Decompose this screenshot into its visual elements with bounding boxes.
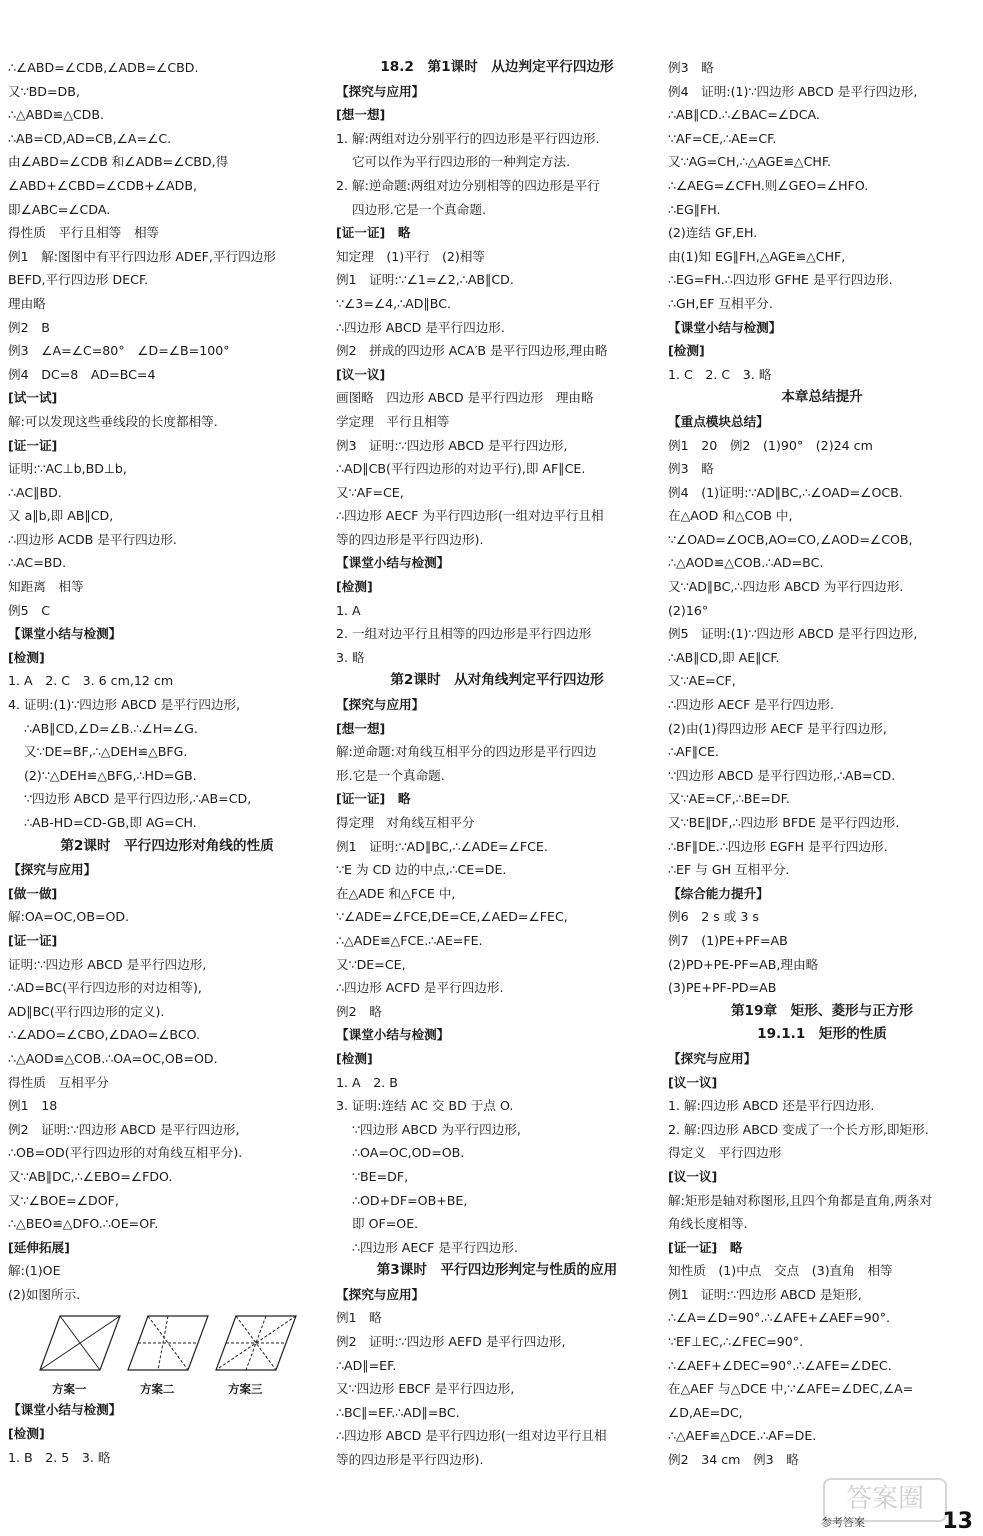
answer-line: 又∵∠BOE=∠DOF, [8,1192,119,1208]
answer-line: ∴四边形 ABCD 是平行四边形(一组对边平行且相 [336,1428,607,1444]
scheme-caption: 方案三 [228,1382,263,1397]
answer-line: ∴∠AEF+∠DEC=90°.∴∠AFE=∠DEC. [668,1357,892,1373]
answer-line: 四边形.它是一个真命题. [352,201,486,217]
answer-line: ∴△ABD≌△CDB. [8,107,105,123]
answer-line: ∴∠ABD=∠CDB,∠ADB=∠CBD. [8,60,199,75]
answer-line: (2)PD+PE-PF=AB,理由略 [668,956,819,972]
answer-line: ∵∠ADE=∠FCE,DE=CE,∠AED=∠FEC, [336,909,568,925]
answer-line: 等的四边形是平行四边形). [336,531,484,547]
answer-line: 例1 证明:∵AD∥BC,∴∠ADE=∠FCE. [336,838,548,854]
answer-line: 例4 (1)证明:∵AD∥BC,∴∠OAD=∠OCB. [668,484,903,500]
section-label: [议一议] [336,366,386,382]
answer-line: 它可以作为平行四边形的一种判定方法. [352,154,571,170]
schemes-drawing [38,1310,308,1376]
answer-line: 例1 略 [336,1310,382,1326]
answer-line: 3. 证明:连结 AC 交 BD 于点 O. [336,1098,514,1114]
answer-line: 解:可以发现这些垂线段的长度都相等. [8,413,218,429]
answer-line: ∴∠A=∠D=90°.∴∠AFE+∠AEF=90°. [668,1310,890,1326]
answer-line: ∴EF 与 GH 互相平分. [668,862,790,878]
scheme-caption: 方案二 [140,1382,175,1397]
answer-line: ∠D,AE=DC, [668,1404,743,1420]
section-label: 【探究与应用】 [668,1050,757,1066]
answer-line: 又∵BE∥DF,∴四边形 BFDE 是平行四边形. [668,815,900,830]
answer-line: 又∵DE=CE, [336,956,406,972]
answer-line: 例3 ∠A=∠C=80° ∠D=∠B=100° [8,343,230,359]
section-label: [试一试] [8,390,58,406]
answer-line: ∴∠ADO=∠CBO,∠DAO=∠BCO. [8,1027,201,1043]
answer-line: ∴AB∥CD.∴∠BAC=∠DCA. [668,107,820,123]
page-number: 13 [942,1509,973,1534]
section-label: [证一证] 略 [336,791,411,807]
answer-line: 例3 证明:∵四边形 ABCD 是平行四边形, [336,437,568,453]
answer-line: 学定理 平行且相等 [336,413,450,429]
answer-line: 例1 18 [8,1098,58,1114]
answer-line: ∴四边形 ABCD 是平行四边形. [336,319,505,335]
section-label: 【课堂小结与检测】 [8,626,122,642]
answer-line: 例2 证明:∵四边形 AEFD 是平行四边形, [336,1334,566,1350]
answer-line: 例4 DC=8 AD=BC=4 [8,366,156,382]
answer-line: 由(1)知 EG∥FH,△AGE≌△CHF, [668,248,846,264]
answer-line: ∴AB-HD=CD-GB,即 AG=CH. [24,815,197,830]
answer-line: 又∵BD=DB, [8,83,80,99]
answer-line: ∴四边形 AECF 是平行四边形. [668,697,834,713]
answer-line: 例6 2 s 或 3 s [668,909,759,925]
section-label: [议一议] [668,1168,718,1184]
section-label: [证一证] 略 [668,1239,743,1255]
answer-line: 1. 解:四边形 ABCD 还是平行四边形. [668,1098,875,1114]
answer-line: ∴△AOD≌△COB.∴OA=OC,OB=OD. [8,1050,218,1066]
scheme-diagram [216,1316,296,1370]
section-label: 【重点模块总结】 [668,413,769,429]
section-label: 【课堂小结与检测】 [668,319,782,335]
answer-line: ∴△AOD≌△COB.∴AD=BC. [668,555,824,571]
answer-line: ∴OA=OC,OD=OB. [352,1145,465,1161]
answer-line: 1. B 2. 5 3. 略 [8,1449,111,1465]
answer-line: 即∠ABC=∠CDA. [8,201,111,217]
answer-line: 证明:∵AC⊥b,BD⊥b, [8,461,127,477]
answer-line: ∴BC∥=EF.∴AD∥=BC. [336,1404,460,1420]
answer-line: ∴△BEO≌△DFO.∴OE=OF. [8,1216,159,1232]
section-label: 【课堂小结与检测】 [336,555,450,571]
section-label: [想一想] [336,107,386,123]
answer-line: 例2 B [8,319,50,335]
answer-line: 例7 (1)PE+PF=AB [668,932,788,948]
section-label: [证一证] [8,437,58,453]
answer-line: 得性质 平行且相等 相等 [8,225,160,241]
answer-line: 例4 证明:(1)∵四边形 ABCD 是平行四边形, [668,83,918,99]
answer-line: 2. 解:逆命题:两组对边分别相等的四边形是平行 [336,177,600,193]
answer-line: 例5 C [8,602,50,618]
answer-line: ∵E 为 CD 边的中点,∴CE=DE. [336,862,507,878]
answer-line: (2)连结 GF,EH. [668,225,758,241]
section-label: 【综合能力提升】 [668,885,769,901]
answer-line: ∴四边形 AECF 为平行四边形(一组对边平行且相 [336,508,604,524]
section-label: 【探究与应用】 [336,697,425,713]
answer-line: ∴AF∥CE. [668,744,719,760]
answer-line: 又∵AD∥BC,∴四边形 ABCD 为平行四边形. [668,579,904,595]
answer-line: ∴四边形 ACFD 是平行四边形. [336,980,504,996]
answer-line: ∴OD+DF=OB+BE, [352,1192,468,1208]
answer-line: 由∠ABD=∠CDB 和∠ADB=∠CBD,得 [8,154,229,170]
answer-line: 又∵AE=CF, [668,673,736,689]
section-label: [检测] [8,649,45,665]
answer-line: ∴GH,EF 互相平分. [668,295,773,311]
answer-line: (2)∵△DEH≌△BFG,∴HD=GB. [24,767,197,783]
answer-line: 例1 20 例2 (1)90° (2)24 cm [668,437,873,453]
section-label: [检测] [668,343,705,359]
answer-line: ∵BE=DF, [352,1168,409,1184]
answer-line: ∴AB=CD,AD=CB,∠A=∠C. [8,130,172,146]
answer-line: ∴AD∥=EF. [336,1357,397,1373]
answer-line: 例2 证明:∵四边形 ABCD 是平行四边形, [8,1121,240,1137]
watermark-logo: 答案圈 [823,1478,947,1522]
dividing-line [40,1316,120,1370]
answer-line: 画图略 四边形 ABCD 是平行四边形 理由略 [336,390,594,406]
answer-line: 角线长度相等. [668,1216,748,1232]
answer-line: ∴△AEF≌△DCE.∴AF=DE. [668,1428,817,1444]
answer-line: 即 OF=OE. [352,1216,419,1232]
answer-line: ∵EF⊥EC,∴∠FEC=90°. [668,1334,804,1350]
answer-line: 得定理 对角线互相平分 [336,815,475,830]
answer-line: ∴△ADE≌△FCE.∴AE=FE. [336,932,483,948]
answer-line: 知定理 (1)平行 (2)相等 [336,248,486,264]
section-heading: 19.1.1 矩形的性质 [757,1026,887,1043]
answer-line: 解:矩形是轴对称图形,且四个角都是直角,两条对 [668,1192,933,1208]
answer-line: 例3 略 [668,461,714,477]
section-label: [证一证] [8,932,58,948]
section-label: 【课堂小结与检测】 [336,1027,450,1043]
answer-line: 1. A [336,602,361,618]
section-label: [延伸拓展] [8,1239,70,1255]
answer-line: 解:逆命题:对角线互相平分的四边形是平行四边 [336,744,597,760]
section-heading: 第2课时 平行四边形对角线的性质 [60,837,274,854]
answer-line: 在△AEF 与△DCE 中,∵∠AFE=∠DEC,∠A= [668,1381,914,1397]
answer-line: 知距离 相等 [8,579,84,595]
answer-line: 1. A 2. C 3. 6 cm,12 cm [8,673,174,689]
scheme-diagram [40,1316,120,1370]
answer-line: 又∵AF=CE, [336,484,404,500]
answer-line: ∠ABD+∠CBD=∠CDB+∠ADB, [8,177,197,193]
section-heading: 第19章 矩形、菱形与正方形 [730,1002,914,1019]
answer-line: 1. A 2. B [336,1074,398,1090]
answer-line: ∴∠AEG=∠CFH.则∠GEO=∠HFO. [668,177,869,193]
answer-line: (2)16° [668,602,709,618]
answer-line: 例2 34 cm 例3 略 [668,1452,799,1468]
answer-line: 又∵DE=BF,∴△DEH≌△BFG. [24,744,188,760]
section-heading: 第2课时 从对角线判定平行四边形 [390,672,604,689]
answer-line: ∵AF=CE,∴AE=CF. [668,130,777,146]
answer-line: 又 a∥b,即 AB∥CD, [8,508,114,524]
answer-line: 理由略 [8,295,46,311]
answer-line: 在△AOD 和△COB 中, [668,508,793,524]
answer-line: 解:OA=OC,OB=OD. [8,909,130,925]
answer-line: ∵四边形 ABCD 是平行四边形,∴AB=CD. [668,767,896,783]
answer-line: BEFD,平行四边形 DECF. [8,272,149,288]
answer-line: AD∥BC(平行四边形的定义). [8,1003,165,1019]
answer-line: ∴AC=BD. [8,555,67,571]
answer-line: (2)如图所示. [8,1286,81,1302]
answer-line: ∴AC∥BD. [8,484,62,500]
answer-line: 等的四边形是平行四边形). [336,1452,484,1468]
answer-line: (2)由(1)得四边形 AECF 是平行四边形, [668,720,887,736]
section-label: 【探究与应用】 [336,83,425,99]
answer-column-middle [336,56,658,1472]
answer-line: ∵四边形 ABCD 为平行四边形, [352,1121,521,1137]
answer-line: 3. 略 [336,649,365,665]
footer-label: 参考答案 [821,1516,865,1529]
answer-line: 又∵四边形 EBCF 是平行四边形, [336,1381,515,1397]
answer-line: ∴EG∥FH. [668,201,721,217]
section-heading: 第3课时 平行四边形判定与性质的应用 [376,1262,618,1279]
answer-line: ∴AD=BC(平行四边形的对边相等), [8,980,202,996]
answer-line: 例1 证明:∵四边形 ABCD 是矩形, [668,1286,862,1302]
answer-line: ∴AB∥CD,即 AE∥CF. [668,649,780,665]
section-label: [证一证] 略 [336,225,411,241]
answer-line: 证明:∵四边形 ABCD 是平行四边形, [8,956,207,972]
answer-line: 在△ADE 和△FCE 中, [336,885,456,901]
section-label: 【课堂小结与检测】 [8,1402,122,1418]
section-label: [检测] [336,1050,373,1066]
scheme-caption: 方案一 [52,1382,87,1397]
answer-line: 例1 解:图图中有平行四边形 ADEF,平行四边形 [8,248,276,264]
answer-line: ∴AB∥CD,∠D=∠B.∴∠H=∠G. [24,720,198,736]
answer-line: 4. 证明:(1)∵四边形 ABCD 是平行四边形, [8,697,241,713]
answer-line: ∵四边形 ABCD 是平行四边形,∴AB=CD, [24,791,252,807]
answer-line: 又∵AG=CH,∴△AGE≌△CHF. [668,154,832,170]
section-heading: 18.2 第1课时 从边判定平行四边形 [380,59,614,75]
answer-line: 例3 略 [668,60,714,75]
answer-line: 解:(1)OE [8,1263,61,1279]
answer-line: 形.它是一个真命题. [336,767,445,783]
answer-line: 又∵AE=CF,∴BE=DF. [668,791,790,807]
answer-line: 知性质 (1)中点 交点 (3)直角 相等 [668,1263,893,1279]
section-label: [检测] [8,1426,45,1442]
answer-line: ∴OB=OD(平行四边形的对角线互相平分). [8,1145,243,1161]
answer-line: 得定义 平行四边形 [668,1145,782,1161]
answer-column-right [668,56,976,1472]
answer-line: 得性质 互相平分 [8,1074,109,1090]
answer-line: ∴四边形 ACDB 是平行四边形. [8,531,177,547]
parallelogram-schemes-figure [8,1306,326,1398]
answer-column-left [8,56,326,1469]
answer-line: 例1 证明:∵∠1=∠2,∴AB∥CD. [336,272,514,288]
answer-line: ∴EG=FH.∴四边形 GFHE 是平行四边形. [668,272,893,288]
answer-line: 1. C 2. C 3. 略 [668,366,772,382]
answer-line: ∴四边形 AECF 是平行四边形. [352,1239,518,1255]
answer-line: ∴BF∥DE.∴四边形 EGFH 是平行四边形. [668,838,888,854]
answer-line: 1. 解:两组对边分别平行的四边形是平行四边形. [336,130,600,146]
answer-line: 2. 解:四边形 ABCD 变成了一个长方形,即矩形. [668,1121,929,1137]
section-label: 【探究与应用】 [8,862,97,878]
answer-line: ∵∠3=∠4,∴AD∥BC. [336,295,452,311]
answer-line: 例2 拼成的四边形 ACA′B 是平行四边形,理由略 [336,343,608,359]
section-label: [议一议] [668,1074,718,1090]
section-heading: 本章总结提升 [781,389,863,406]
answer-line: 又∵AB∥DC,∴∠EBO=∠FDO. [8,1168,173,1184]
section-label: [想一想] [336,720,386,736]
answer-line: 例5 证明:(1)∵四边形 ABCD 是平行四边形, [668,626,918,642]
section-label: [做一做] [8,885,58,901]
section-label: [检测] [336,579,373,595]
section-label: 【探究与应用】 [336,1286,425,1302]
answer-line: ∴AD∥CB(平行四边形的对边平行),即 AF∥CE. [336,461,586,477]
answer-line: 2. 一组对边平行且相等的四边形是平行四边形 [336,626,592,642]
answer-line: 例2 略 [336,1003,382,1019]
answer-line: ∵∠OAD=∠OCB,AO=CO,∠AOD=∠COB, [668,531,913,547]
scheme-diagram [128,1316,208,1370]
answer-line: (3)PE+PF-PD=AB [668,980,777,996]
